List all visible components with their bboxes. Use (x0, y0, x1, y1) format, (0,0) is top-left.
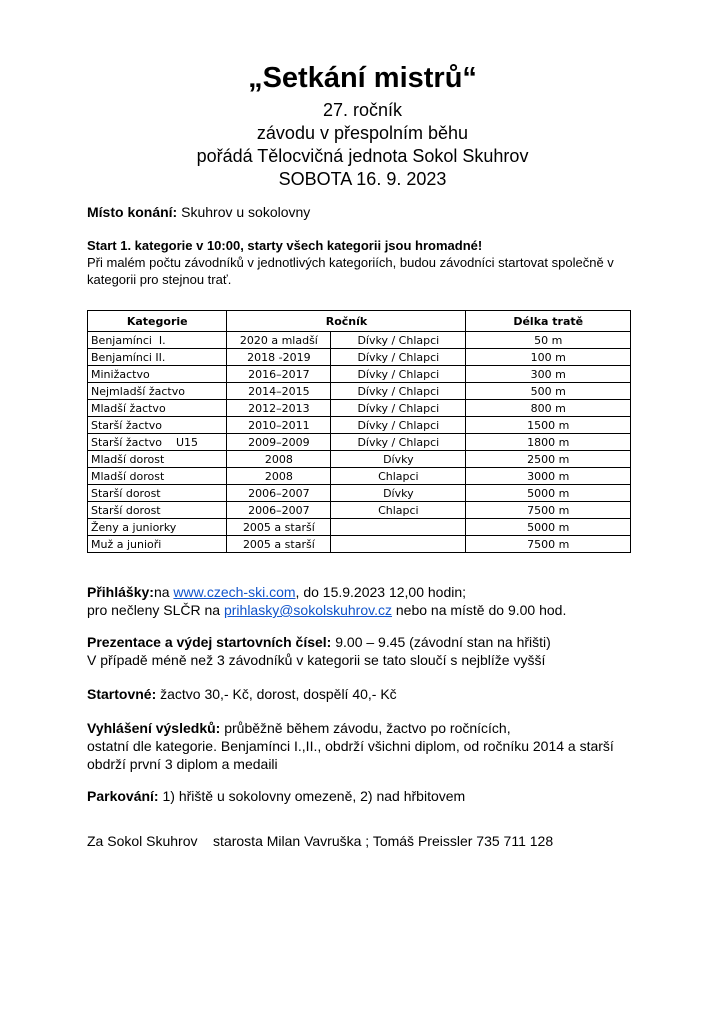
footer-signature: Za Sokol Skuhrov starosta Milan Vavruška ; Tomáš Preissler 735 711 128 (87, 833, 554, 849)
table-row (88, 366, 631, 383)
cell-distance: 100 m (466, 349, 631, 366)
cell-category: Starší žactvo U15 (88, 434, 227, 451)
table-row (88, 536, 631, 553)
venue-label: Místo konání: (87, 204, 178, 220)
cell-year: 2008 (227, 468, 331, 485)
parking-section (87, 787, 465, 805)
cell-year: 2006–2007 (227, 502, 331, 519)
presentation-line2: V případě méně než 3 závodníků v kategorii se tato sloučí s nejblíže vyšší (87, 652, 546, 668)
header-year: Ročník (227, 311, 466, 332)
cell-year: 2014–2015 (227, 383, 331, 400)
registration-pre: na (153, 584, 174, 600)
cell-distance: 7500 m (466, 536, 631, 553)
start-section (87, 237, 647, 288)
presentation-value: 9.00 – 9.45 (závodní stan na hřišti) (331, 634, 551, 650)
cell-gender: Dívky (331, 451, 466, 468)
cell-gender: Dívky / Chlapci (331, 332, 466, 349)
results-line2: ostatní dle kategorie. Benjamínci I.,II., obdrží všichni diplom, od ročníku 2014 a starší (87, 738, 614, 754)
table-row (88, 332, 631, 349)
table-row (88, 485, 631, 502)
registration-link[interactable]: www.czech-ski.com (173, 584, 296, 600)
cell-distance: 1500 m (466, 417, 631, 434)
registration-email-link[interactable]: prihlasky@sokolskuhrov.cz (223, 602, 392, 618)
venue-section (87, 203, 310, 221)
cell-distance: 50 m (466, 332, 631, 349)
table-row (88, 417, 631, 434)
cell-gender: Dívky / Chlapci (331, 400, 466, 417)
cell-gender: Dívky / Chlapci (331, 417, 466, 434)
table-header-row (88, 311, 631, 332)
cell-year: 2008 (227, 451, 331, 468)
cell-gender: Chlapci (331, 468, 466, 485)
date-line: SOBOTA 16. 9. 2023 (278, 169, 447, 189)
cell-year: 2016–2017 (227, 366, 331, 383)
table-row (88, 400, 631, 417)
registration-post: , do 15.9.2023 12,00 hodin; (295, 584, 467, 600)
cell-category: Mladší žactvo (88, 400, 227, 417)
cell-gender (331, 536, 466, 553)
cell-distance: 800 m (466, 400, 631, 417)
results-section (87, 719, 657, 773)
cell-category: Starší dorost (88, 485, 227, 502)
results-value: průběžně během závodu, žactvo po ročnících, (220, 720, 511, 736)
cell-distance: 3000 m (466, 468, 631, 485)
registration-line2-post: nebo na místě do 9.00 hod. (391, 602, 567, 618)
table-row (88, 502, 631, 519)
cell-year: 2020 a mladší (227, 332, 331, 349)
cell-distance: 300 m (466, 366, 631, 383)
parking-value: 1) hřiště u sokolovny omezeně, 2) nad hřbitovem (158, 788, 466, 804)
cell-year: 2018 -2019 (227, 349, 331, 366)
table-row (88, 383, 631, 400)
cell-year: 2012–2013 (227, 400, 331, 417)
cell-year: 2005 a starší (227, 536, 331, 553)
organizer-line: pořádá Tělocvičná jednota Sokol Skuhrov (196, 146, 529, 166)
cell-category: Muž a junioři (88, 536, 227, 553)
header-category: Kategorie (88, 311, 227, 332)
category-table (87, 310, 631, 553)
edition-line: 27. ročník (322, 100, 403, 120)
start-text: Při malém počtu závodníků v jednotlivých kategoriích, budou závodníci startovat společně v kategorii pro stejnou trať. (87, 255, 614, 287)
start-heading: Start 1. kategorie v 10:00, starty všech kategorii jsou hromadné! (87, 238, 483, 253)
venue-value: Skuhrov u sokolovny (177, 204, 311, 220)
registration-label: Přihlášky: (87, 584, 154, 600)
fee-label: Startovné: (87, 686, 157, 702)
document-title: „Setkání mistrů“ (248, 62, 477, 94)
cell-category: Starší dorost (88, 502, 227, 519)
table-row (88, 349, 631, 366)
results-line3: obdrží první 3 diplom a medaili (87, 756, 278, 772)
cell-category: Benjamínci I. (88, 332, 227, 349)
registration-line2-pre: pro nečleny SLČR na (87, 602, 224, 618)
cell-year: 2005 a starší (227, 519, 331, 536)
cell-category: Nejmladší žactvo (88, 383, 227, 400)
cell-gender: Dívky / Chlapci (331, 434, 466, 451)
presentation-section (87, 633, 551, 669)
table-row (88, 451, 631, 468)
parking-label: Parkování: (87, 788, 159, 804)
cell-year: 2010–2011 (227, 417, 331, 434)
cell-category: Ženy a juniorky (88, 519, 227, 536)
table-row (88, 434, 631, 451)
table-row (88, 519, 631, 536)
table-body (88, 332, 631, 553)
cell-distance: 7500 m (466, 502, 631, 519)
results-label: Vyhlášení výsledků: (87, 720, 221, 736)
cell-distance: 5000 m (466, 485, 631, 502)
cell-gender: Dívky / Chlapci (331, 349, 466, 366)
header-distance: Délka tratě (466, 311, 631, 332)
cell-gender: Dívky / Chlapci (331, 383, 466, 400)
table-row (88, 468, 631, 485)
event-type-line: závodu v přespolním běhu (256, 123, 469, 143)
cell-distance: 2500 m (466, 451, 631, 468)
cell-category: Minižactvo (88, 366, 227, 383)
cell-distance: 1800 m (466, 434, 631, 451)
fee-value: žactvo 30,- Kč, dorost, dospělí 40,- Kč (156, 686, 397, 702)
cell-distance: 5000 m (466, 519, 631, 536)
presentation-label: Prezentace a výdej startovních čísel: (87, 634, 332, 650)
fee-section (87, 685, 397, 703)
cell-distance: 500 m (466, 383, 631, 400)
cell-gender: Dívky / Chlapci (331, 366, 466, 383)
cell-category: Mladší dorost (88, 451, 227, 468)
cell-category: Benjamínci II. (88, 349, 227, 366)
cell-gender (331, 519, 466, 536)
registration-section (87, 583, 566, 619)
cell-category: Mladší dorost (88, 468, 227, 485)
cell-category: Starší žactvo (88, 417, 227, 434)
cell-gender: Dívky (331, 485, 466, 502)
cell-year: 2006–2007 (227, 485, 331, 502)
cell-year: 2009–2009 (227, 434, 331, 451)
cell-gender: Chlapci (331, 502, 466, 519)
